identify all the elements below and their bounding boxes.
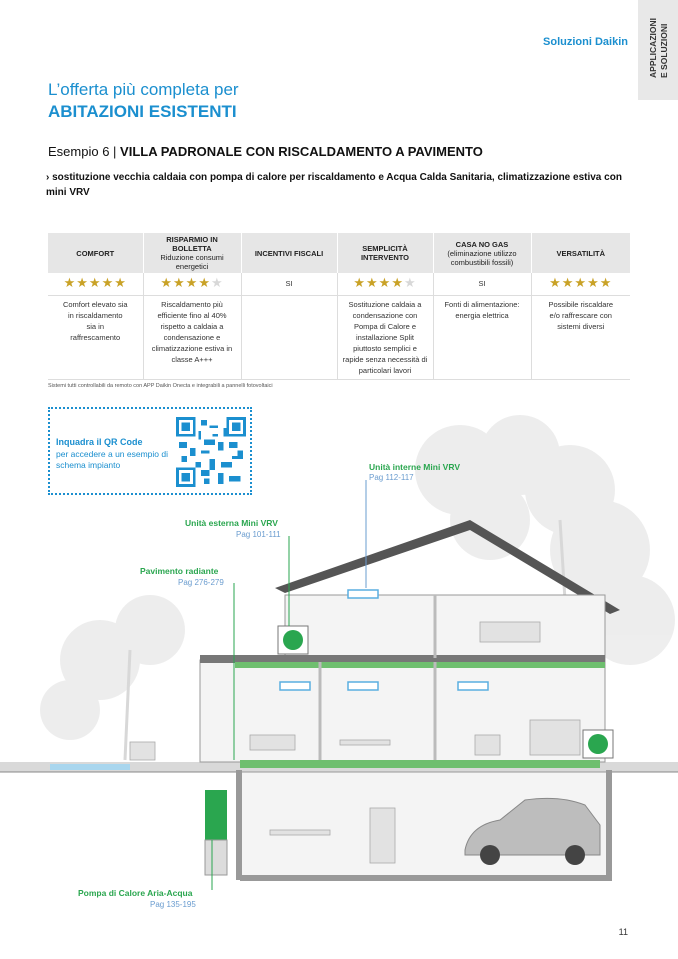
heat-pump-label: Pompa di Calore Aria-Acqua	[78, 888, 193, 898]
section-header: Soluzioni Daikin	[543, 36, 628, 48]
outdoor-unit-page: Pag 101-111	[236, 530, 281, 539]
rating-cell	[48, 273, 143, 295]
table-header-row	[48, 233, 630, 273]
description-cell: Possibile riscaldare e/o raffrescare con sistemi diversi	[531, 295, 630, 379]
rating-value: SI	[478, 279, 486, 289]
qr-callout	[48, 407, 252, 495]
example-heading	[48, 144, 483, 159]
qr-code-icon[interactable]	[176, 417, 246, 487]
star-rating: ★★★★	[353, 275, 404, 291]
table-header: CASA NO GAS (eliminazione utilizzo combustibili fossili)	[433, 233, 531, 273]
table-header: SEMPLICITÀ INTERVENTO	[337, 233, 433, 273]
rating-cell	[337, 273, 433, 295]
description-cell: Fonti di alimentazione: energia elettrica	[433, 295, 531, 379]
solution-bullet: › sostituzione vecchia caldaia con pompa di calore per riscaldamento e Acqua Calda Sanitaria, climatizzazione estiva con mini VRV	[46, 172, 622, 198]
outdoor-unit-ground	[583, 730, 613, 758]
pool	[50, 764, 130, 770]
upper-floor	[285, 595, 605, 660]
star-rating-empty: ★	[403, 275, 417, 291]
radiant-floor-label: Pavimento radiante	[140, 566, 219, 576]
rating-value: SI	[285, 279, 293, 289]
example-name: VILLA PADRONALE CON RISCALDAMENTO A PAVIMENTO	[120, 144, 483, 159]
rating-cell	[143, 273, 241, 295]
outdoor-unit-upper	[278, 626, 308, 654]
table-header: VERSATILITÀ	[531, 233, 630, 273]
table-description-row	[48, 295, 630, 379]
example-label: Esempio 6 |	[48, 144, 117, 159]
comparison-table	[48, 233, 630, 380]
indoor-units-label: Unità interne Mini VRV	[369, 462, 460, 472]
footnote: Sistemi tutti controllabili da remoto con APP Daikin Onecta e integrabili a pannelli fotovoltaici	[48, 383, 273, 389]
star-rating: ★★★★★	[63, 275, 127, 291]
page-subtitle: L’offerta più completa per	[48, 80, 239, 99]
qr-title: Inquadra il QR Code	[56, 437, 143, 447]
qr-description: per accedere a un esempio di schema impianto	[56, 449, 168, 470]
page-title: ABITAZIONI ESISTENTI	[48, 102, 237, 121]
indoor-units-page: Pag 112-117	[369, 473, 414, 482]
rating-cell	[433, 273, 531, 295]
table-rating-row	[48, 273, 630, 295]
outdoor-unit-label: Unità esterna Mini VRV	[185, 518, 278, 528]
description-cell: Riscaldamento più efficiente fino al 40% rispetto a caldaia a condensazione e climatizzazione estiva in classe A+++	[143, 295, 241, 379]
star-rating: ★★★★★	[549, 275, 613, 291]
table-header: INCENTIVI FISCALI	[241, 233, 337, 273]
description-cell: Sostituzione caldaia a condensazione con Pompa di Calore e installazione Split piuttosto semplici e rapide senza necessità di particolari lavori	[337, 295, 433, 379]
radiant-floor-upper	[235, 662, 605, 668]
star-rating: ★★★★	[160, 275, 211, 291]
table-header: COMFORT	[48, 233, 143, 273]
rating-cell	[241, 273, 337, 295]
radiant-floor-page: Pag 276-279	[178, 578, 224, 587]
page-number: 11	[618, 927, 628, 937]
description-cell: Comfort elevato sia in riscaldamento sia in raffrescamento	[48, 295, 143, 379]
side-section-tab	[638, 0, 678, 100]
rating-cell	[531, 273, 630, 295]
radiant-floor-ground	[240, 760, 600, 768]
heat-pump-unit	[205, 790, 227, 840]
table-header: RISPARMIO IN BOLLETTA Riduzione consumi energetici	[143, 233, 241, 273]
description-cell	[241, 295, 337, 379]
side-tab-label: APPLICAZIONI E SOLUZIONI	[648, 18, 669, 78]
heat-pump-page: Pag 135-195	[150, 900, 196, 909]
star-rating-empty: ★	[210, 275, 224, 291]
